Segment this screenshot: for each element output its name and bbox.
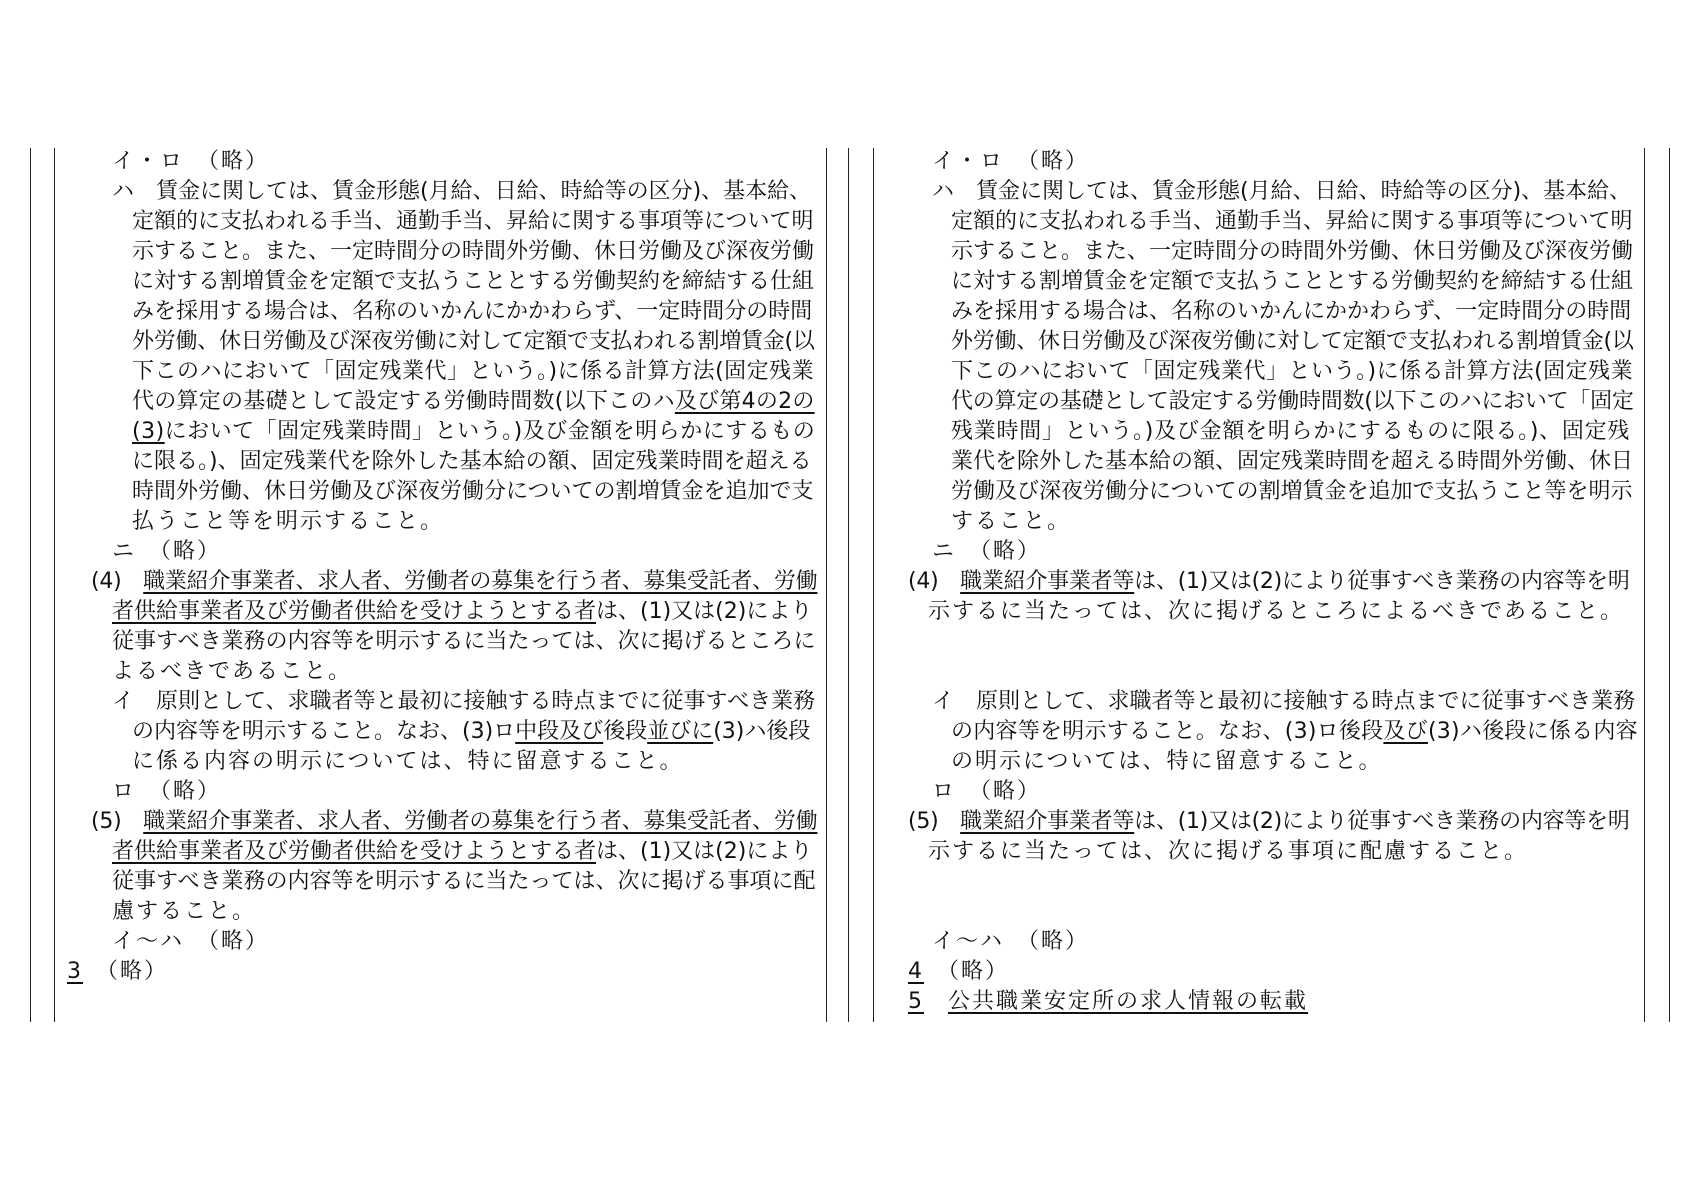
text-line xyxy=(951,387,1634,417)
text-line xyxy=(951,507,1071,537)
text-segment: ニ （略） xyxy=(112,539,222,564)
text-segment: よるべきであること。 xyxy=(112,659,353,684)
underlined-amendment-text: 職業紹介事業者、求人者、労働者の募集を行う者、募集受託者、労働 xyxy=(143,569,818,594)
text-segment: 外労働、休日労働及び深夜労働に対して定額で支払われる割増賃金(以 xyxy=(951,329,1634,354)
text-line xyxy=(132,357,814,387)
text-line xyxy=(132,477,814,507)
text-segment: において「固定残業時間」という。)及び金額を明らかにするもの xyxy=(164,419,816,444)
text-segment: 下このハにおいて「固定残業代」という。)に係る計算方法(固定残業 xyxy=(132,359,815,384)
text-segment: イ 原則として、求職者等と最初に接触する時点までに従事すべき業務 xyxy=(112,689,816,714)
text-line xyxy=(132,267,814,297)
text-line xyxy=(908,987,1308,1017)
text-segment: ハ 賃金に関しては、賃金形態(月給、日給、時給等の区分)、基本給、 xyxy=(112,179,812,204)
text-segment: 払うこと等を明示すること。 xyxy=(132,509,445,534)
underlined-amendment-text: 及び第4の2の xyxy=(674,389,815,414)
text-segment: の明示については、特に留意すること。 xyxy=(951,749,1383,774)
text-segment: 従事すべき業務の内容等を明示するに当たっては、次に掲げる事項に配 xyxy=(112,869,816,894)
text-segment: に係る内容の明示については、特に留意すること。 xyxy=(132,749,684,774)
text-segment: は、(1)又は(2)により従事すべき業務の内容等を明 xyxy=(1134,569,1630,594)
underlined-amendment-text: 公共職業安定所の求人情報の転載 xyxy=(948,989,1309,1014)
text-line xyxy=(951,327,1634,357)
text-line xyxy=(908,567,1630,597)
text-line xyxy=(112,177,811,207)
text-line xyxy=(112,597,812,627)
text-segment: みを採用する場合は、名称のいかんにかかわらず、一定時間分の時間 xyxy=(951,299,1632,324)
text-line xyxy=(932,687,1635,717)
text-line xyxy=(951,477,1633,507)
text-line xyxy=(132,747,684,777)
underlined-amendment-text: 中段及び xyxy=(515,719,604,744)
underlined-amendment-text: 職業紹介事業者等 xyxy=(960,569,1135,594)
underlined-amendment-text: 5 xyxy=(908,989,924,1014)
text-line xyxy=(951,717,1638,747)
text-line xyxy=(132,717,810,747)
underlined-amendment-text: 職業紹介事業者、求人者、労働者の募集を行う者、募集受託者、労働 xyxy=(143,809,818,834)
left-outer-border xyxy=(30,148,31,1022)
text-segment: 後段 xyxy=(603,719,648,744)
text-line xyxy=(132,507,444,537)
text-segment: (4) xyxy=(91,569,144,594)
text-segment: みを採用する場合は、名称のいかんにかかわらず、一定時間分の時間 xyxy=(132,299,813,324)
text-segment: 労働及び深夜労働分についての割増賃金を追加で支払うこと等を明示 xyxy=(951,479,1633,504)
text-segment: （略） xyxy=(924,959,1010,984)
underlined-amendment-text: 職業紹介事業者等 xyxy=(960,809,1135,834)
text-line xyxy=(112,657,352,687)
text-segment: に限る。)、固定残業代を除外した基本給の額、固定残業時間を超える xyxy=(132,449,812,474)
text-segment: (5) xyxy=(908,809,961,834)
text-segment: 下このハにおいて「固定残業代」という。)に係る計算方法(固定残業 xyxy=(951,359,1634,384)
text-line xyxy=(112,627,816,657)
text-segment: は、(1)又は(2)により xyxy=(596,599,813,624)
underlined-amendment-text: 3 xyxy=(67,959,83,984)
right-outer-border xyxy=(1669,148,1670,1022)
underlined-amendment-text: (3) xyxy=(132,419,165,444)
text-line xyxy=(928,597,1624,627)
text-segment: ニ （略） xyxy=(932,539,1042,564)
text-line xyxy=(932,177,1631,207)
text-line xyxy=(132,387,815,417)
text-segment: ハ 賃金に関しては、賃金形態(月給、日給、時給等の区分)、基本給、 xyxy=(932,179,1632,204)
text-line xyxy=(112,777,221,807)
text-line xyxy=(112,837,812,867)
text-line xyxy=(951,447,1633,477)
text-segment: 示すること。また、一定時間分の時間外労働、休日労働及び深夜労働 xyxy=(132,239,815,264)
text-line xyxy=(91,567,817,597)
text-segment: 業代を除外した基本給の額、固定残業時間を超える時間外労働、休日 xyxy=(951,449,1634,474)
text-segment: 従事すべき業務の内容等を明示するに当たっては、次に掲げるところに xyxy=(112,629,816,654)
right-right-border xyxy=(1644,148,1645,1022)
text-segment: ロ （略） xyxy=(112,779,222,804)
text-line xyxy=(112,927,269,957)
text-line xyxy=(932,147,1089,177)
text-segment: 示するに当たっては、次に掲げるところによるべきであること。 xyxy=(928,599,1625,624)
text-segment: イ・ロ （略） xyxy=(932,149,1090,174)
text-segment: に対する割増賃金を定額で支払うこととする労働契約を締結する仕組 xyxy=(951,269,1634,294)
text-segment: すること。 xyxy=(951,509,1072,534)
underlined-amendment-text: 4 xyxy=(908,959,924,984)
text-line xyxy=(132,417,815,447)
text-segment: は、(1)又は(2)により従事すべき業務の内容等を明 xyxy=(1134,809,1630,834)
text-line xyxy=(951,237,1633,267)
text-segment: (5) xyxy=(91,809,144,834)
text-segment: イ～ハ （略） xyxy=(112,929,270,954)
text-line xyxy=(932,927,1089,957)
right-inner-border xyxy=(873,148,874,1022)
text-line xyxy=(951,267,1633,297)
text-segment: 代の算定の基礎として設定する労働時間数(以下このハ xyxy=(132,389,675,414)
text-segment xyxy=(924,989,948,1014)
text-segment: ロ （略） xyxy=(932,779,1042,804)
text-line xyxy=(132,297,812,327)
text-line xyxy=(112,687,815,717)
text-line xyxy=(951,207,1633,237)
text-segment: 外労働、休日労働及び深夜労働に対して定額で支払われる割増賃金(以 xyxy=(132,329,815,354)
text-line xyxy=(112,867,816,897)
text-line xyxy=(112,897,256,927)
text-line xyxy=(132,447,812,477)
text-segment: （略） xyxy=(83,959,169,984)
text-segment: イ 原則として、求職者等と最初に接触する時点までに従事すべき業務 xyxy=(932,689,1636,714)
text-line xyxy=(951,357,1633,387)
text-segment: 時間外労働、休日労働及び深夜労働分についての割増賃金を追加で支 xyxy=(132,479,814,504)
text-segment: (3)ハ後段に係る内容 xyxy=(1427,719,1638,744)
text-segment: 残業時間」という。)及び金額を明らかにするものに限る。)、固定残 xyxy=(951,419,1631,444)
text-segment: (3)ハ後段 xyxy=(713,719,811,744)
text-line xyxy=(91,807,817,837)
underlined-amendment-text: 並びに xyxy=(647,719,714,744)
right-left-border xyxy=(848,148,849,1022)
text-segment: 慮すること。 xyxy=(112,899,257,924)
text-line xyxy=(908,957,1009,987)
text-segment: 代の算定の基礎として設定する労働時間数(以下このハにおいて「固定 xyxy=(951,389,1634,414)
underlined-amendment-text: 者供給事業者及び労働者供給を受けようとする者 xyxy=(112,839,597,864)
left-right-border xyxy=(826,148,827,1022)
text-line xyxy=(932,537,1041,567)
text-line xyxy=(951,747,1383,777)
text-segment: イ～ハ （略） xyxy=(932,929,1090,954)
text-line xyxy=(932,777,1041,807)
text-segment: の内容等を明示すること。なお、(3)ロ xyxy=(132,719,516,744)
text-segment: の内容等を明示すること。なお、(3)ロ後段 xyxy=(951,719,1384,744)
text-line xyxy=(951,297,1631,327)
text-segment: 定額的に支払われる手当、通勤手当、昇給に関する事項等について明 xyxy=(951,209,1633,234)
text-segment: 定額的に支払われる手当、通勤手当、昇給に関する事項等について明 xyxy=(132,209,814,234)
underlined-amendment-text: 及び xyxy=(1383,719,1428,744)
text-line xyxy=(132,327,815,357)
text-line xyxy=(928,837,1528,867)
text-line xyxy=(67,957,168,987)
underlined-amendment-text: 者供給事業者及び労働者供給を受けようとする者 xyxy=(112,599,597,624)
text-line xyxy=(908,807,1630,837)
left-inner-border xyxy=(54,148,55,1022)
text-segment: (4) xyxy=(908,569,961,594)
text-line xyxy=(132,237,814,267)
text-segment: は、(1)又は(2)により xyxy=(596,839,813,864)
text-segment: 示すること。また、一定時間分の時間外労働、休日労働及び深夜労働 xyxy=(951,239,1634,264)
text-segment: に対する割増賃金を定額で支払うこととする労働契約を締結する仕組 xyxy=(132,269,815,294)
text-line xyxy=(132,207,814,237)
text-line xyxy=(951,417,1630,447)
text-line xyxy=(112,147,269,177)
text-segment: イ・ロ （略） xyxy=(112,149,270,174)
text-line xyxy=(112,537,221,567)
text-segment: 示するに当たっては、次に掲げる事項に配慮すること。 xyxy=(928,839,1529,864)
